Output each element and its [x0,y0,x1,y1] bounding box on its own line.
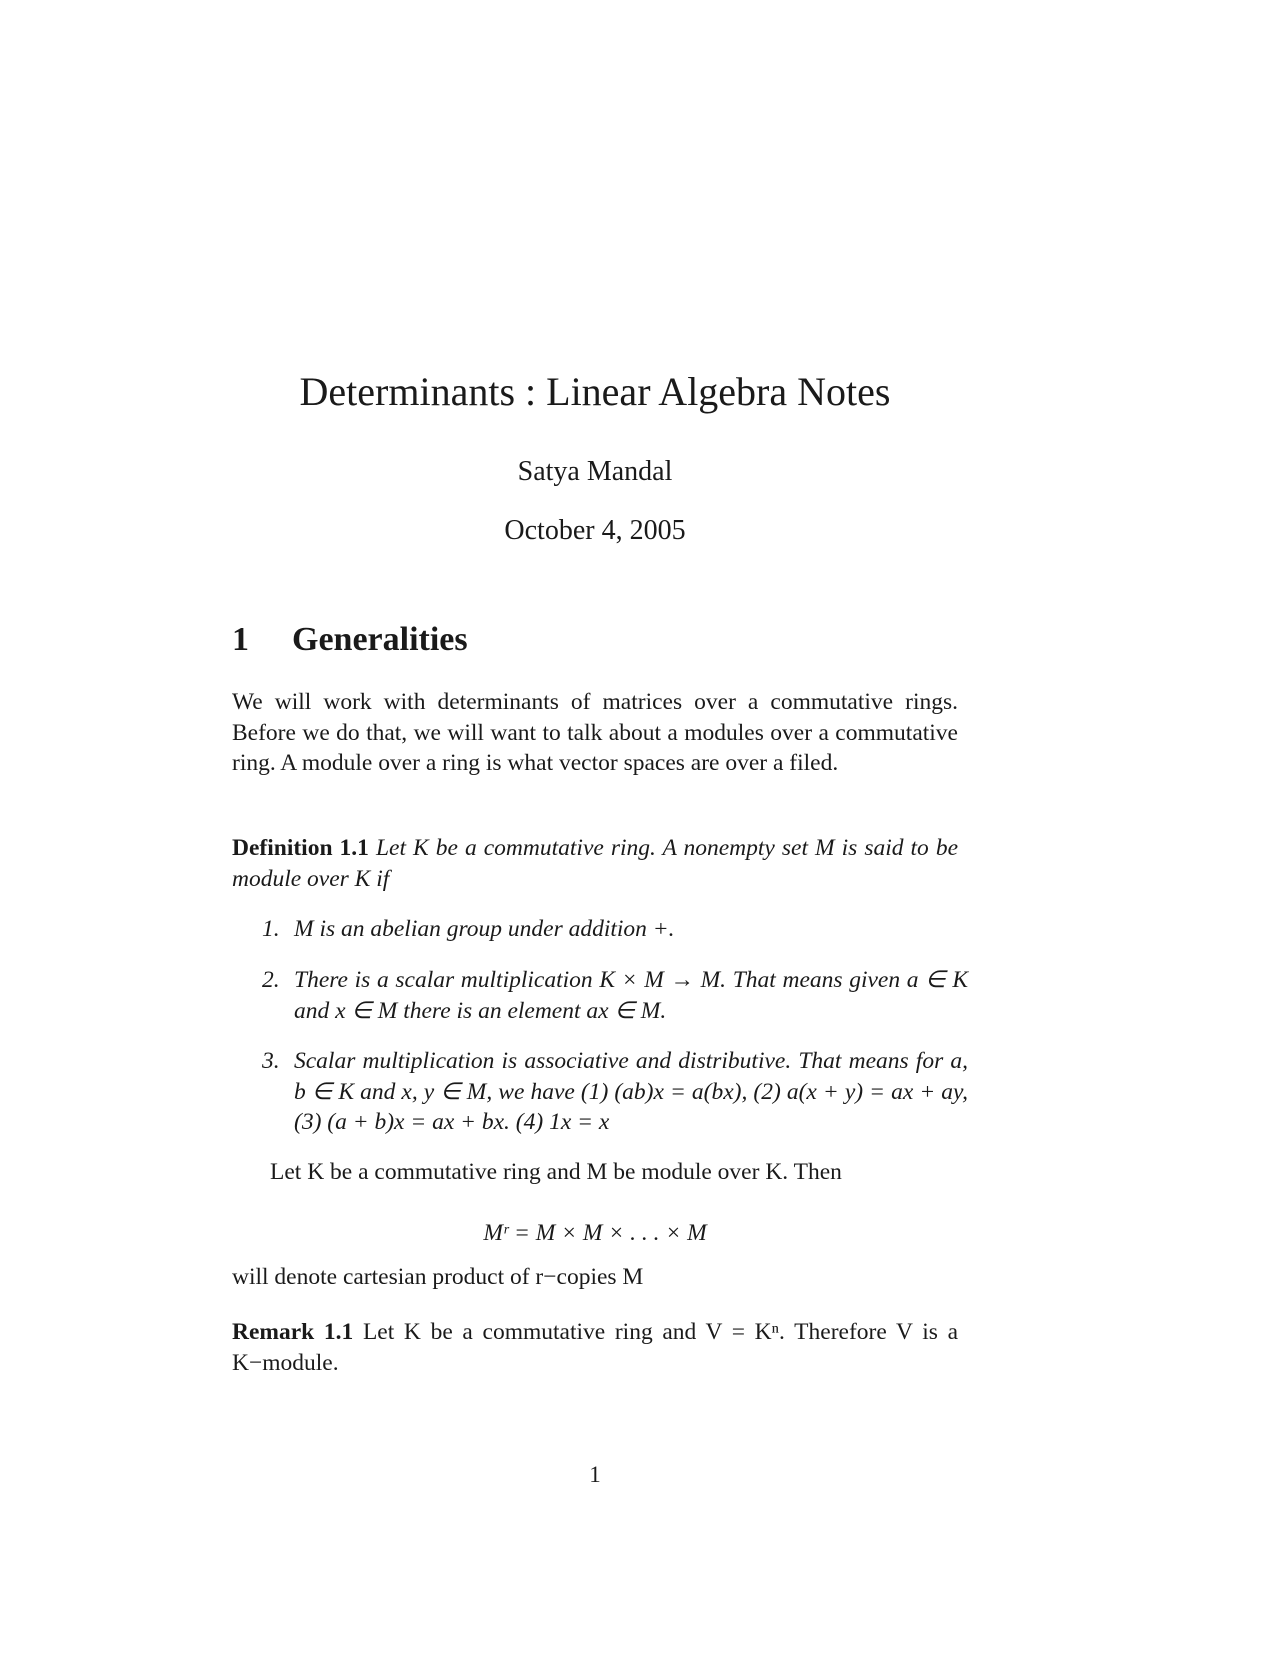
cartesian-after: will denote cartesian product of r−copies M [232,1264,644,1290]
definition-list-item-1 [262,914,968,945]
definition-block [232,833,958,894]
remark-label: Remark 1.1 [232,1319,354,1345]
section-title: Generalities [292,621,468,658]
document-date: October 4, 2005 [504,515,686,546]
list-marker: 3. [262,1048,280,1074]
definition-body: Let K be a commutative ring. A nonempty set M is said to be module over K if [232,835,959,892]
cartesian-intro: Let K be a commutative ring and M be module over K. Then [270,1159,842,1185]
list-marker: 2. [262,967,280,993]
section-number: 1 [232,621,249,658]
remark-body: Let K be a commutative ring and V = Kⁿ. Therefore V is a K−module. [232,1319,959,1376]
definition-list-item-2 [262,965,968,1026]
remark-block [232,1317,958,1378]
section-heading [232,620,468,660]
list-marker: 1. [262,916,280,942]
intro-paragraph: We will work with determinants of matrices over a commutative rings. Before we do that, we will want to talk about a modules over a commutative ring. A module over a ring is what vector spaces are over a filed. [232,689,958,776]
list-item-text: M is an abelian group under addition +. [294,916,675,942]
definition-label: Definition 1.1 [232,835,369,861]
list-item-text: Scalar multiplication is associative and distributive. That means for a, b ∈ K and x, y ∈ M, we have (1) (ab)x = a(bx), (2) a(x + y) = ax + ay, (3) (a + b)x = ax + bx. (4) 1x = x [294,1048,968,1135]
cartesian-equation: Mʳ = M × M × . . . × M [483,1220,707,1246]
document-title: Determinants : Linear Algebra Notes [299,369,891,414]
document-author: Satya Mandal [517,456,673,487]
definition-list-item-3 [262,1046,968,1138]
list-item-text: There is a scalar multiplication K × M → M. That means given a ∈ K and x ∈ M there is an element ax ∈ M. [294,967,968,1024]
page-number: 1 [589,1462,601,1487]
